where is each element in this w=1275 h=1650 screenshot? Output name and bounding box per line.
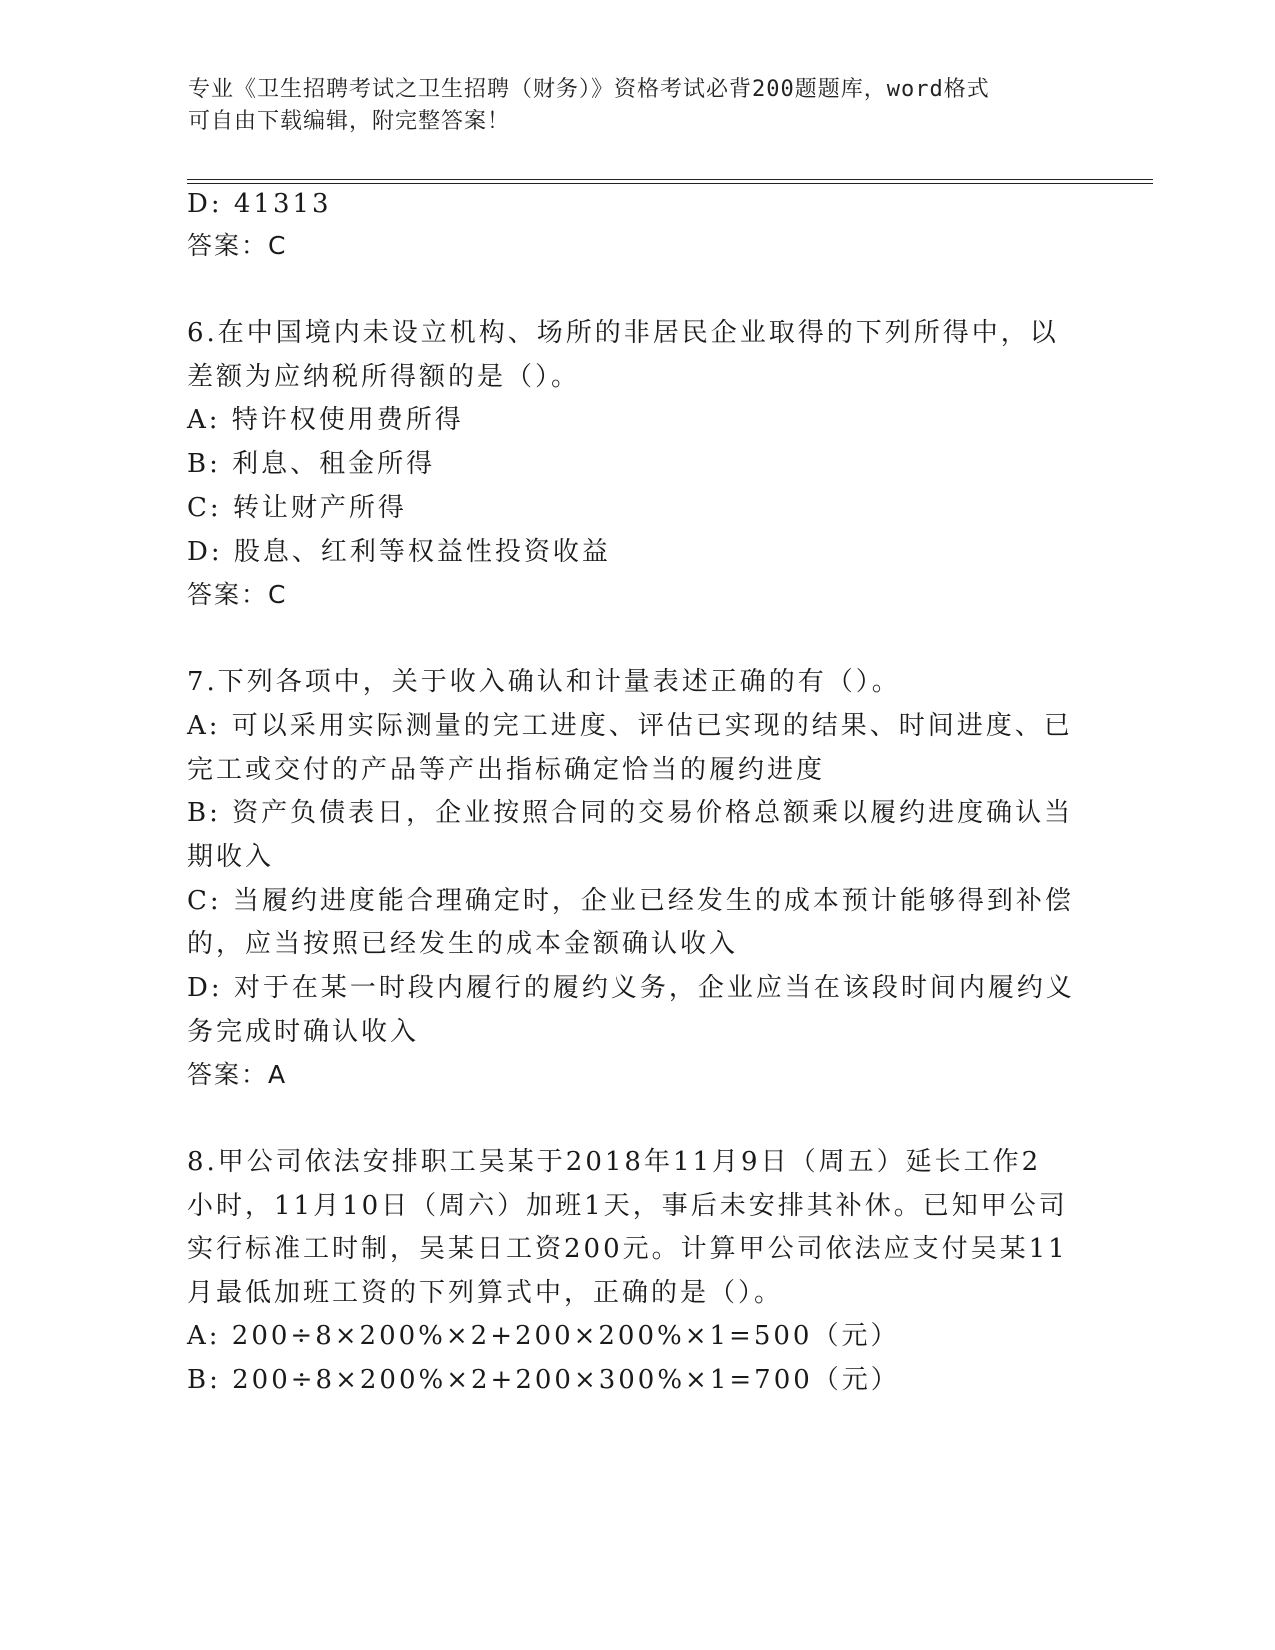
- q6-option-b: B: 利息、租金所得: [187, 449, 436, 479]
- q8-stem-line-1: 8.甲公司依法安排职工吴某于2018年11月9日（周五）延长工作2: [187, 1147, 1042, 1177]
- q7-option-a-line-1: A: 可以采用实际测量的完工进度、评估已实现的结果、时间进度、已: [187, 711, 1073, 741]
- q7-option-c-line-1: C: 当履约进度能合理确定时，企业已经发生的成本预计能够得到补偿: [187, 886, 1074, 916]
- q8-stem-line-3: 实行标准工时制，吴某日工资200元。计算甲公司依法应支付吴某11: [187, 1234, 1068, 1264]
- q7-option-b-line-2: 期收入: [187, 842, 275, 872]
- prev-question-answer: 答案：C: [187, 231, 288, 260]
- q6-option-d: D: 股息、红利等权益性投资收益: [187, 537, 611, 567]
- prev-question-option-d: D: 41313: [187, 189, 332, 219]
- header-divider-bottom: [187, 183, 1153, 184]
- q7-stem: 7.下列各项中，关于收入确认和计量表述正确的有（）。: [187, 667, 901, 697]
- q7-option-a-line-2: 完工或交付的产品等产出指标确定恰当的履约进度: [187, 755, 826, 785]
- q6-option-a: A: 特许权使用费所得: [187, 405, 464, 435]
- q7-option-c-line-2: 的，应当按照已经发生的成本金额确认收入: [187, 929, 739, 959]
- q8-stem-line-4: 月最低加班工资的下列算式中，正确的是（）。: [187, 1278, 784, 1308]
- header-title-line-1: 专业《卫生招聘考试之卫生招聘（财务）》资格考试必背200题题库，word格式: [188, 77, 990, 102]
- q7-option-d-line-1: D: 对于在某一时段内履行的履约义务，企业应当在该段时间内履约义: [187, 973, 1075, 1003]
- q6-stem-line-1: 6.在中国境内未设立机构、场所的非居民企业取得的下列所得中，以: [187, 318, 1059, 348]
- q7-answer: 答案：A: [187, 1060, 288, 1089]
- q6-option-c: C: 转让财产所得: [187, 493, 407, 523]
- header-divider-top: [187, 179, 1153, 180]
- document-header: [188, 74, 1068, 138]
- header-title-line-2: 可自由下载编辑，附完整答案！: [188, 109, 511, 134]
- q6-answer: 答案：C: [187, 580, 288, 609]
- q8-option-b: B: 200÷8×200%×2+200×300%×1=700（元）: [187, 1365, 900, 1395]
- q7-option-d-line-2: 务完成时确认收入: [187, 1017, 420, 1047]
- q6-stem-line-2: 差额为应纳税所得额的是（）。: [187, 362, 581, 392]
- q7-option-b-line-1: B: 资产负债表日，企业按照合同的交易价格总额乘以履约进度确认当: [187, 798, 1074, 828]
- q8-option-a: A: 200÷8×200%×2+200×200%×1=500（元）: [187, 1321, 900, 1351]
- q8-stem-line-2: 小时，11月10日（周六）加班1天，事后未安排其补休。已知甲公司: [187, 1191, 1068, 1221]
